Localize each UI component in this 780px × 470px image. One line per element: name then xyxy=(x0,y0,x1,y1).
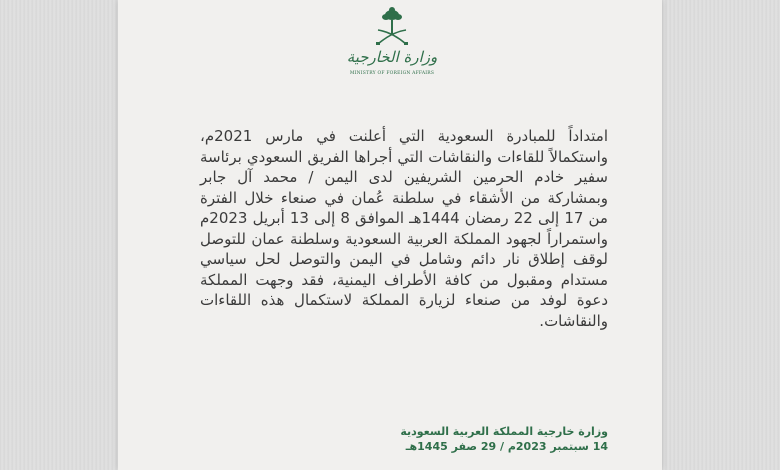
footer-block xyxy=(200,424,608,454)
ministry-name-english: MINISTRY OF FOREIGN AFFAIRS xyxy=(349,71,435,76)
footer-date: 14 سبتمبر 2023م / 29 صفر 1445هـ xyxy=(405,440,608,453)
footer-signature: وزارة خارجية المملكة العربية السعودية xyxy=(400,425,608,438)
statement-body: امتداداً للمبادرة السعودية التي أعلنت في مارس 2021م، واستكمالاً للقاءات والنقاشات التي أجراها الفريق السعودي برئاسة سفير خادم الحرمين الشريفين لدى اليمن / محمد آل جابر وبمشاركة من الأشقاء في سلطنة عُمان في صنعاء خلال الفترة من 17 إلى 22 رمضان 1444هـ الموافق 8 إلى 13 أبريل 2023م واستمراراً لجهود المملكة العربية السعودية وسلطنة عمان للتوصل لوقف إطلاق نار دائم وشامل في اليمن والتوصل لحل سياسي مستدام ومقبول من كافة الأطراف اليمنية، فقد وجهت المملكة دعوة لوفد من صنعاء لزيارة المملكة لاستكمال هذه اللقاءات والنقاشات. xyxy=(200,127,608,330)
background-left xyxy=(0,0,118,470)
saudi-emblem-icon xyxy=(372,6,412,50)
ministry-name-arabic: وزارة الخارجية xyxy=(346,48,438,66)
background-right xyxy=(662,0,780,470)
